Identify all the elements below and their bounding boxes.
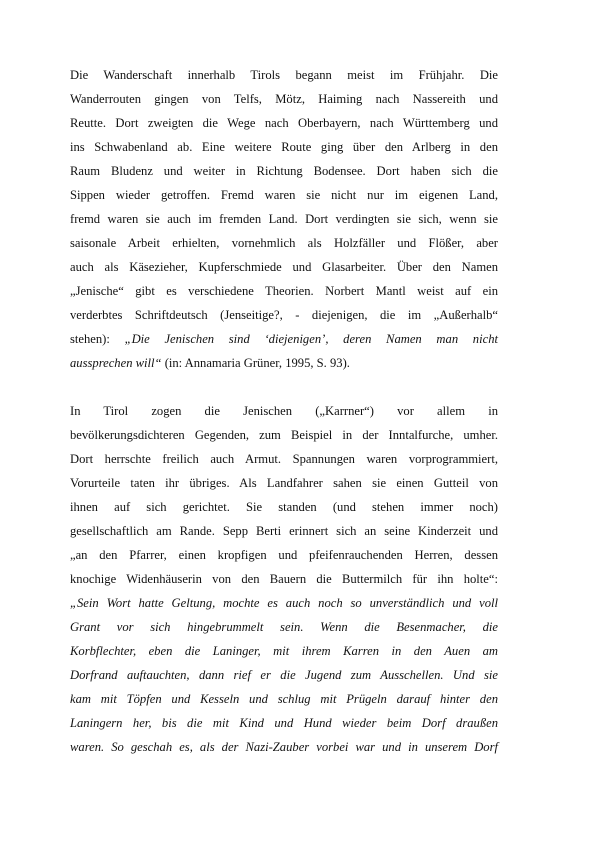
text-run: Sippen wieder getroffen. Fremd waren sie nicht nur im eigenen Land,: [70, 188, 498, 202]
text-line: [70, 65, 498, 85]
quote-run: waren. So geschah es, als der Nazi-Zauber vorbei war und in unserem Dorf: [70, 740, 498, 754]
text-line: [70, 353, 498, 373]
text-run: saisonale Arbeit erhielten, vornehmlich als Holzfäller und Flößer, aber: [70, 236, 498, 250]
text-line: [70, 593, 498, 613]
quote-run: Grant vor sich hingebrummelt sein. Wenn die Besenmacher, die: [70, 620, 498, 634]
text-line: [70, 281, 498, 301]
text-run: auch als Käsezieher, Kupferschmiede und Glasarbeiter. Über den Namen: [70, 260, 498, 274]
text-line: [70, 401, 498, 421]
text-line: [70, 233, 498, 253]
quote-run: aussprechen will“: [70, 356, 162, 370]
text-run: fremd waren sie auch im fremden Land. Dort verdingten sie sich, wenn sie: [70, 212, 498, 226]
text-run: knochige Widenhäuserin von den Bauern die Buttermilch für ihn holte“:: [70, 572, 498, 586]
text-run: „an den Pfarrer, einen kropfigen und pfeifenrauchenden Herren, dessen: [70, 548, 498, 562]
text-line: [70, 569, 498, 589]
text-run: gesellschaftlich am Rande. Sepp Berti erinnert sich an seine Kinderzeit und: [70, 524, 498, 538]
quote-run: kam mit Töpfen und Kesseln und schlug mit Prügeln darauf hinter den: [70, 692, 498, 706]
text-line: [70, 713, 498, 733]
text-line: [70, 737, 498, 757]
text-run: Dort herrschte freilich auch Armut. Spannungen waren vorprogrammiert,: [70, 452, 498, 466]
text-line: [70, 161, 498, 181]
text-line: [70, 473, 498, 493]
text-run: bevölkerungsdichteren Gegenden, zum Beispiel in der Inntalfurche, umher.: [70, 428, 498, 442]
quote-run: Laningern her, bis die mit Kind und Hund wieder beim Dorf draußen: [70, 716, 498, 730]
text-run: Vorurteile taten ihr übriges. Als Landfahrer sahen sie einen Gutteil von: [70, 476, 498, 490]
citation-run: (in: Annamaria Grüner, 1995, S. 93).: [161, 356, 350, 370]
text-line: [70, 449, 498, 469]
text-run: stehen):: [70, 332, 125, 346]
quote-run: „Sein Wort hatte Geltung, mochte es auch noch so unverständlich und voll: [70, 596, 498, 610]
text-line: [70, 113, 498, 133]
quote-run: Dorfrand auftauchten, dann rief er die Jugend zum Ausschellen. Und sie: [70, 668, 498, 682]
text-line: [70, 665, 498, 685]
text-run: ins Schwabenland ab. Eine weitere Route ging über den Arlberg in den: [70, 140, 498, 154]
text-line: [70, 689, 498, 709]
quote-run: „Die Jenischen sind ‘diejenigen’, deren Namen man nicht: [124, 332, 498, 346]
text-line: [70, 641, 498, 661]
text-line: [70, 497, 498, 517]
text-line: [70, 617, 498, 637]
quote-run: Korbflechter, eben die Laninger, mit ihrem Karren in den Auen am: [70, 644, 498, 658]
text-line: [70, 209, 498, 229]
text-line: [70, 185, 498, 205]
text-line: [70, 257, 498, 277]
text-line: [70, 329, 498, 349]
text-run: Raum Bludenz und weiter in Richtung Bodensee. Dort haben sich die: [70, 164, 498, 178]
text-line: [70, 425, 498, 445]
text-run: In Tirol zogen die Jenischen („Karrner“) vor allem in: [70, 404, 498, 418]
text-line: [70, 137, 498, 157]
text-run: Die Wanderschaft innerhalb Tirols begann meist im Frühjahr. Die: [70, 68, 498, 82]
text-line: [70, 521, 498, 541]
text-run: Reutte. Dort zweigten die Wege nach Oberbayern, nach Württemberg und: [70, 116, 498, 130]
text-run: Wanderrouten gingen von Telfs, Mötz, Haiming nach Nassereith und: [70, 92, 498, 106]
text-line: [70, 89, 498, 109]
text-run: verderbtes Schriftdeutsch (Jenseitige?, - diejenigen, die im „Außerhalb“: [70, 308, 498, 322]
text-line: [70, 545, 498, 565]
text-line: [70, 305, 498, 325]
text-run: ihnen auf sich gerichtet. Sie standen (und stehen immer noch): [70, 500, 498, 514]
text-run: „Jenische“ gibt es verschiedene Theorien. Norbert Mantl weist auf ein: [70, 284, 498, 298]
